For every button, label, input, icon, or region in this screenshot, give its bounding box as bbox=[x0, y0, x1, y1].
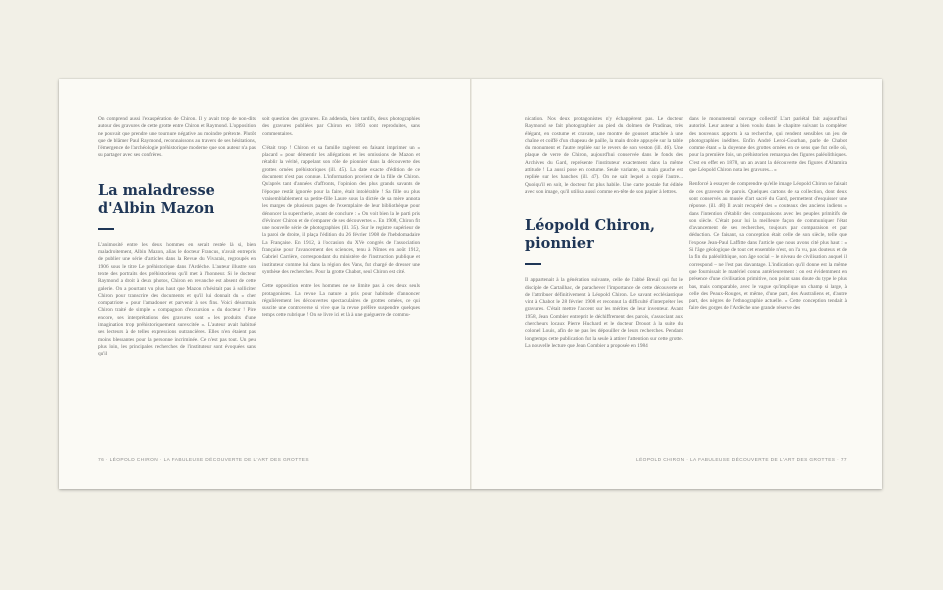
paragraph: Cette opposition entre les hommes ne se limite pas à ces deux seuls protagonistes. La revue La nature a pris pour habitude d'annoncer régulièrement les découvertes spectaculaires de grottes ornées, ce qui suscite une controverse si vive que la revue préfère suspendre quelques temps cette rubrique ! On se livre ici et là à une guéguerre de commu- bbox=[262, 283, 420, 319]
left-page-column-1 bbox=[98, 116, 256, 366]
paragraph: L'animosité entre les deux hommes en serait restée là si, bien maladroitement, Albin Mazon, alias le docteur Francus, n'avait entrepris de publier une série d'articles dans la Revue du Vivarais, regroupés en 1906 sous le titre Le préhistorique dans l'Ardèche. L'auteur illustre son texte des portraits des préhistoriens qu'il met à l'honneur. Si le docteur Raymond a droit à deux photos, Chiron en revanche est absent de cette galerie. On a pourtant vu plus haut que Mazon n'hésitait pas à solliciter Chiron pour transcrire des documents et qu'il lui donnait du « cher compatriote » pour l'amadouer et parvenir à ses fins. Voici désormais Chiron traité de simple « compagnon d'excursion » du docteur ! Pire encore, ses interprétations des gravures sont « les produits d'une imagination trop préhistoriquement surexcitée ». L'auteur avait habitué ses lecteurs à de telles expressions outrancières. Elles n'en étaient pas moins blessantes pour la personne incriminée. Ce n'est pas tout. Un peu plus loin, les principales recherches de l'instituteur sont évoquées sans qu'il bbox=[98, 241, 256, 358]
left-folio: 76 · LÉOPOLD CHIRON · LA FABULEUSE DÉCOUVERTE DE L'ART DES GROTTES bbox=[98, 458, 309, 463]
paragraph: C'était trop ! Chiron et sa famille ragèrent en faisant imprimer un « placard » pour démentir les allégations et les omissions de Mazon et rétablir la vérité, rappelant son rôle de pionnier dans la découverte des grottes ornées préhistoriques (ill. 45). La date exacte d'édition de ce document n'est pas connue. L'information provient de la fille de Chiron. Qu'après tant d'années d'affronts, l'opinion des plus grands savants de l'époque restât ignorée pour la faire, était intolérable ! Sa fille ou plus vraisemblablement sa petite-fille Laure sous la dictée de sa mère annota les marges de plusieurs pages de l'exemplaire de leur bibliothèque pour dénoncer la supercherie, avant de conclure : « On voit bien la le parti pris d'évincer Chiron et de s'emparer de ses découvertes ». En 1908, Chiron fit une nouvelle série de photographies (ill. 35). Sur le registre supérieur de la paroi de droite, il plaça l'édition du 26 février 1908 de l'hebdomadaire La Française. En 1912, à l'occasion du XVe congrès de l'association française pour l'avancement des sciences, tenu à Nîmes en août 1912, Gabriel Carrière, correspondant du ministère de l'instruction publique et instituteur comme lui dans la région des Vans, fut chargé de dresser une synthèse des recherches. Pour la grotte Chabot, seul Chiron est cité. bbox=[262, 144, 420, 275]
left-page bbox=[59, 79, 470, 489]
right-folio: LÉOPOLD CHIRON · LA FABULEUSE DÉCOUVERTE DE L'ART DES GROTTES · 77 bbox=[636, 458, 847, 463]
paragraph: dans le monumental ouvrage collectif L'art pariétal fait aujourd'hui autorité. Leur auteur a bien voulu dans le chapitre suivant la compléter des nouveaux apports à sa recherche, qui rendent sensibles un jeu de photographies inédites. Enfin André Leroi-Gourhan, parle de Chabot comme étant « la doyenne des grottes ornées en ce sens que fut celle où, pour la première fois, un préhistorien remarqua des figures paléolithiques. C'est en effet en 1878, un an avant la découverte des figures d'Altamira que Léopold Chiron nota les gravures... » bbox=[689, 116, 847, 174]
right-page bbox=[472, 79, 883, 489]
paragraph: nication. Nos deux protagonistes n'y échappèrent pas. Le docteur Raymond se fait photographier au pied du dolmen de Pradinas, très élégant, en costume et cravate, une montre de gousset attachée à une chaîne et coiffé d'un chapeau de paille, la main droite appuyée sur la table du monument et l'autre repliée sur le revers de son veston (ill. 46). Une plaque de verre de Chiron, aujourd'hui conservée dans le fonds des Archives du Gard, représente l'instituteur exactement dans la même attitude ! La aussi pose en costume. Seule variante, sa main gauche est repliée sur les hanches (ill. 47). On ne sait lequel a copié l'autre... Quoiqu'il en soit, le docteur fut plus habile. Une carte postale fut éditée avec son image, qu'il utilisa aussi comme en-tête de son papier à lettres. bbox=[525, 116, 683, 195]
paragraph: soit question des gravures. En addenda, bien tardifs, deux photographies des gravures publiées par Chiron en 1893 sont reproduites, sans commentaires. bbox=[262, 116, 420, 137]
book-spread bbox=[59, 79, 882, 489]
section-heading: La maladresse d'Albin Mazon bbox=[98, 181, 215, 217]
left-page-column-2 bbox=[262, 116, 420, 327]
paragraph: On comprend aussi l'exaspération de Chiron. Il y avait trop de non-dits autour des gravures de cette grotte entre Chiron et Raymond. L'opposition ne pouvait que prendre une tournure négative au moindre prétexte. Plutôt que de blâmer Paul Raymond, reconnaissons au travers de ses hésitations, l'émergence de l'archéologie préhistorique moderne que son auteur n'a pas su partager avec ses confrères. bbox=[98, 116, 256, 159]
right-page-column-1 bbox=[525, 116, 683, 357]
paragraph: Renforcé à essayer de comprendre qu'elle image Léopold Chiron se faisait de ces graveurs de parois. Quelques cartons de sa collection, dont deux sont conservés au musée d'art sacré du Gard, permettent d'esquisser une réponse. (ill. 48) Il avait recupéré des « couteaux des anciens indiens » dans l'intention d'établir des comparaisons avec les peuples primitifs de son siècle. C'était pour lui la meilleure façon de communiquer l'état d'avancement de ses recherches, toujours par comparaison et par déduction. Ce faisant, sa conception était celle de son siècle, telle que l'expose Jean-Paul Laffitte dans l'article que nous avons cité plus haut : « Si l'âge géologique de tout cet ensemble n'est, on l'a vu, pas douteux et de la fin du paléolithique, son âge social – le niveau de civilisation auquel il correspond – ne l'est pas davantage. L'indication qu'il donne est la même que fournissait le matériel connu antérieurement : on est évidemment en présence d'une civilisation primitive, non point sans doute du type le plus bas, mais comparable, avec le vague qu'implique un champ si large, à celle des Peaux-Rouges, et même, d'une part, des Australiens et, d'autre part, des nègres de l'ethnographie actuelle. » Cette conception tendait à faire des gorges de l'Ardèche une grande réserve des bbox=[689, 181, 847, 312]
section-heading: Léopold Chiron, pionnier bbox=[525, 217, 656, 253]
heading-rule bbox=[98, 228, 114, 230]
heading-rule bbox=[525, 263, 541, 265]
paragraph: Il appartenait à la génération suivante, celle de l'abbé Breuil qui fut le disciple de Cartailhac, de parachever l'importance de cette découverte et de l'attribuer définitivement à Léopold Chiron. Le savant ecclésiastique vint à Chabot le 28 février 1908 et reconnut la difficulté d'interpréter les gravures. C'était mettre l'accent sur les mérites de leur inventeur. Avant 1958, Jean Combier entreprit le déchiffrement des parois, s'associant aux chercheurs locaux Pierre Huchard et le docteur Drouot à la suite du colonel Louis, afin de ne pas les dépouiller de leurs recherches. Pendant longtemps cette publication fut la seule à attirer l'attention sur cette grotte. La nouvelle lecture que Jean Combier a proposée en 1984 bbox=[525, 277, 683, 349]
right-page-column-2 bbox=[689, 116, 847, 320]
